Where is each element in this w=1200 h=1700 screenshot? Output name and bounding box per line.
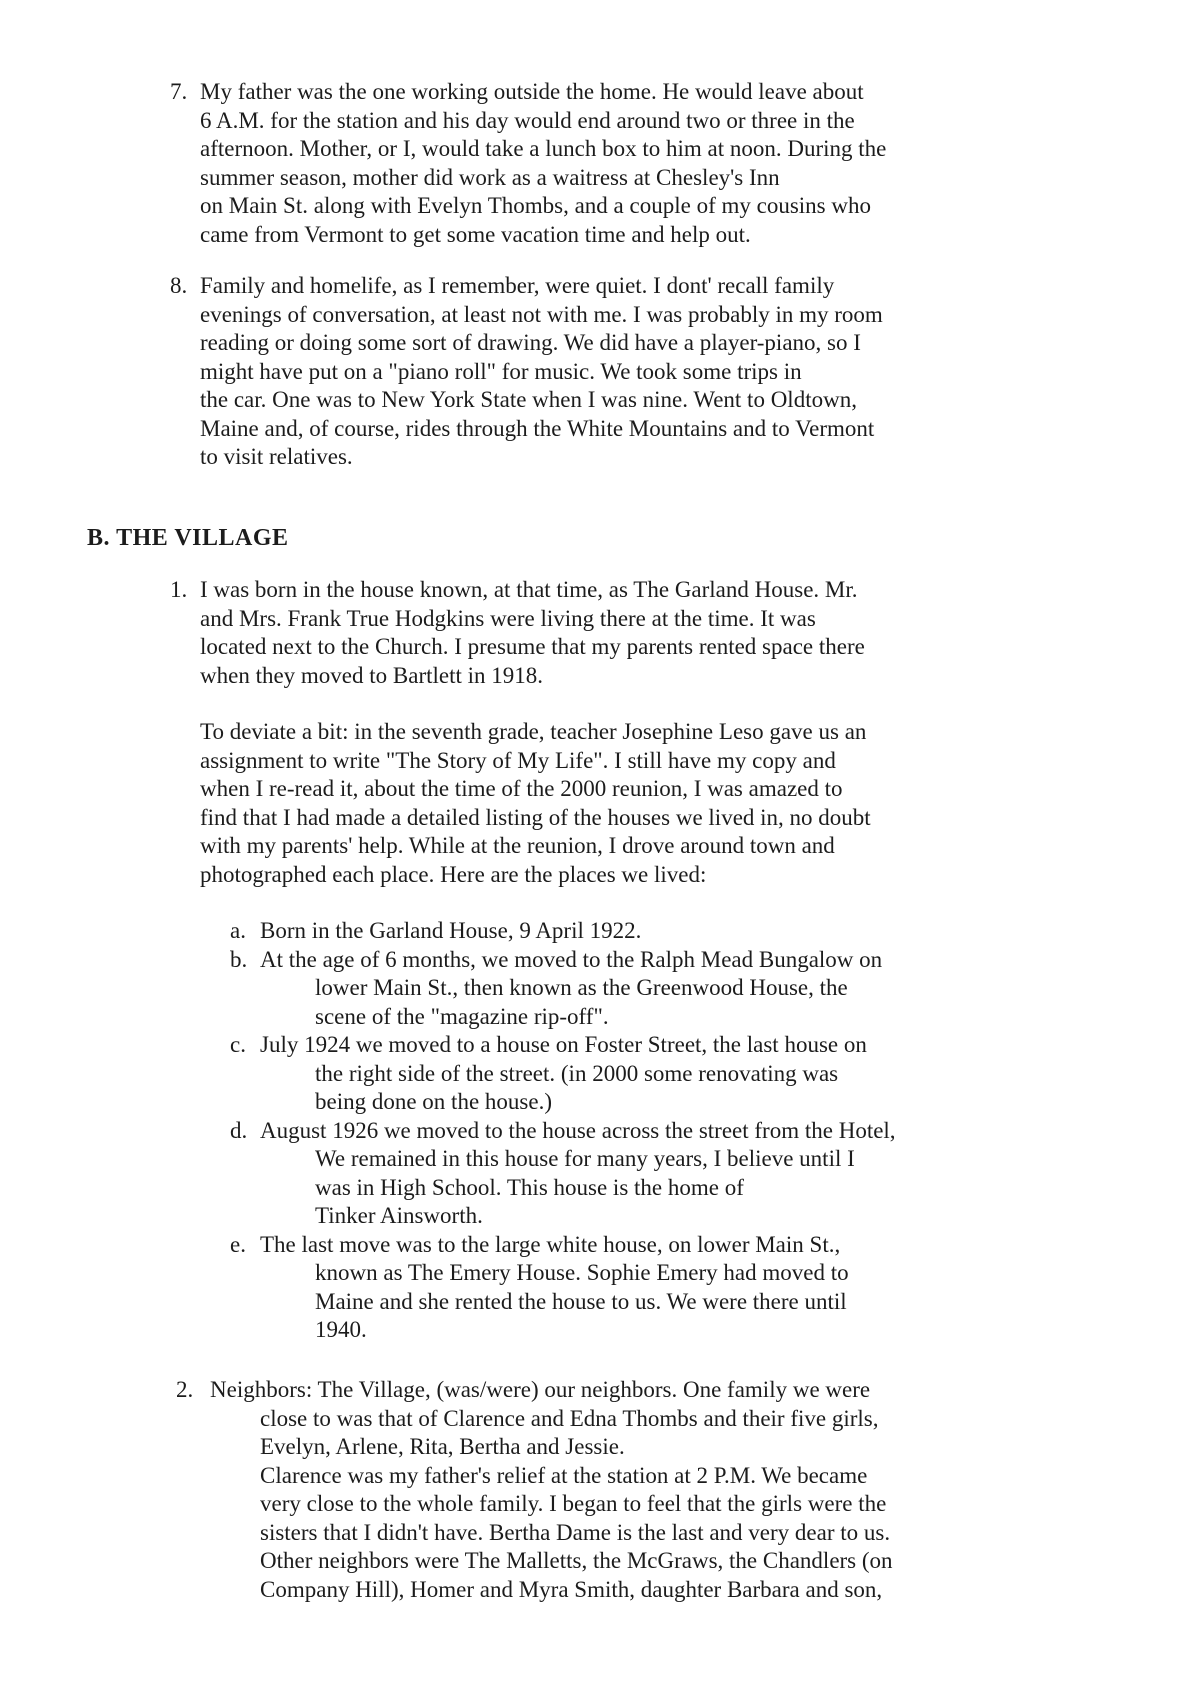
text-line: to visit relatives. <box>200 444 353 469</box>
sub-marker: b. <box>230 946 248 972</box>
house-list-item-b <box>230 946 1110 1032</box>
text-line: being done on the house.) <box>315 1089 552 1114</box>
text-line: summer season, mother did work as a waitress at Chesley's Inn <box>200 164 780 190</box>
text-line: Maine and, of course, rides through the White Mountains and to Vermont <box>200 415 875 441</box>
house-list-item-c <box>230 1031 1110 1117</box>
text-line: the right side of the street. (in 2000 some renovating was <box>315 1060 839 1086</box>
text-line: Neighbors: The Village, (was/were) our neighbors. One family we were <box>210 1377 871 1402</box>
text-line: on Main St. along with Evelyn Thombs, and a couple of my cousins who <box>200 193 871 218</box>
village-item-1 <box>170 576 1110 1345</box>
text-line: Family and homelife, as I remember, were quiet. I dont' recall family <box>200 273 835 298</box>
text-line: Maine and she rented the house to us. We were there until <box>315 1288 847 1314</box>
text-line: evenings of conversation, at least not with me. I was probably in my room <box>200 301 883 327</box>
text-line: sisters that I didn't have. Bertha Dame is the last and very dear to us. <box>260 1519 891 1545</box>
text-line: might have put on a "piano roll" for music. We took some trips in <box>200 358 802 384</box>
text-line: located next to the Church. I presume that my parents rented space there <box>200 634 865 659</box>
text-line: Company Hill), Homer and Myra Smith, daughter Barbara and son, <box>260 1576 883 1602</box>
text-line: 6 A.M. for the station and his day would end around two or three in the <box>200 107 855 133</box>
list-item-8 <box>170 272 1110 472</box>
text-line: Tinker Ainsworth. <box>315 1203 483 1228</box>
section-heading: B. THE VILLAGE <box>87 525 289 551</box>
text-line: At the age of 6 months, we moved to the Ralph Mead Bungalow on <box>260 946 883 972</box>
text-line: lower Main St., then known as the Greenwood House, the <box>315 975 848 1000</box>
text-line: reading or doing some sort of drawing. We did have a player-piano, so I <box>200 330 861 355</box>
text-line: afternoon. Mother, or I, would take a lunch box to him at noon. During the <box>200 136 887 161</box>
sub-marker: c. <box>230 1032 246 1057</box>
house-list-item-d <box>230 1117 1110 1231</box>
text-line: very close to the whole family. I began to feel that the girls were the <box>260 1491 887 1516</box>
text-line: 1940. <box>315 1317 367 1342</box>
text-line: and Mrs. Frank True Hodgkins were living there at the time. It was <box>200 605 816 631</box>
item-number: 2. <box>176 1377 194 1402</box>
house-list <box>170 917 1110 1345</box>
item-text <box>200 272 1110 472</box>
text-line: July 1924 we moved to a house on Foster Street, the last house on <box>260 1032 867 1057</box>
text-line: I was born in the house known, at that time, as The Garland House. Mr. <box>200 577 858 602</box>
list-item-7 <box>170 78 1110 249</box>
text-line: The last move was to the large white house, on lower Main St., <box>260 1231 841 1257</box>
text-line: find that I had made a detailed listing of the houses we lived in, no doubt <box>200 804 871 830</box>
text-line: photographed each place. Here are the places we lived: <box>200 861 707 887</box>
text-line: scene of the "magazine rip-off". <box>315 1003 609 1029</box>
text-line: was in High School. This house is the home of <box>315 1174 744 1200</box>
house-list-item-a <box>230 917 1110 946</box>
text-line: close to was that of Clarence and Edna Thombs and their five girls, <box>260 1405 879 1431</box>
text-line: My father was the one working outside the home. He would leave about <box>200 79 864 104</box>
house-list-item-e <box>230 1231 1110 1345</box>
text-line: Other neighbors were The Malletts, the McGraws, the Chandlers (on <box>260 1548 893 1573</box>
item-number: 1. <box>170 577 188 602</box>
item-paragraph-2 <box>200 718 1110 889</box>
sub-marker: d. <box>230 1117 248 1143</box>
text-line: when they moved to Bartlett in 1918. <box>200 662 544 688</box>
text-line: assignment to write "The Story of My Life". I still have my copy and <box>200 747 836 773</box>
item-text <box>176 1376 1116 1604</box>
item-number: 8. <box>170 273 188 298</box>
sub-marker: e. <box>230 1231 246 1257</box>
text-line: To deviate a bit: in the seventh grade, teacher Josephine Leso gave us an <box>200 719 867 744</box>
text-line: Born in the Garland House, 9 April 1922. <box>260 918 642 943</box>
text-line: We remained in this house for many years, I believe until I <box>315 1146 855 1171</box>
text-line: with my parents' help. While at the reunion, I drove around town and <box>200 833 835 858</box>
text-line: August 1926 we moved to the house across the street from the Hotel, <box>260 1117 896 1143</box>
village-item-2 <box>176 1376 1116 1604</box>
text-line: the car. One was to New York State when I was nine. Went to Oldtown, <box>200 387 857 412</box>
text-line: Evelyn, Arlene, Rita, Bertha and Jessie. <box>260 1434 625 1459</box>
text-line: came from Vermont to get some vacation time and help out. <box>200 221 751 247</box>
text-line: when I re-read it, about the time of the 2000 reunion, I was amazed to <box>200 776 843 801</box>
text-line: known as The Emery House. Sophie Emery had moved to <box>315 1260 849 1285</box>
item-paragraph-1 <box>200 576 1110 690</box>
item-number: 7. <box>170 79 188 104</box>
sub-marker: a. <box>230 918 246 943</box>
item-text <box>200 78 1110 249</box>
text-line: Clarence was my father's relief at the station at 2 P.M. We became <box>260 1462 868 1488</box>
